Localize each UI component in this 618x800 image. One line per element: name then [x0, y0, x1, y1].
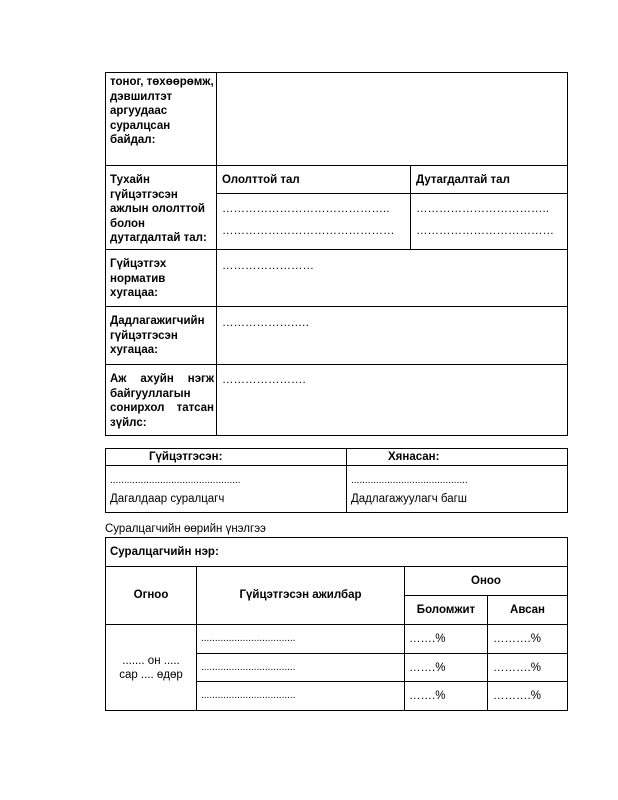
work-input-row-3[interactable]: ..................................	[201, 690, 296, 701]
got-input-row-2[interactable]: ……….%	[493, 662, 541, 674]
performed-by-header: Гүйцэтгэсэн:	[149, 451, 223, 463]
apprentice-role-label: Дагалдаар суралцагч	[110, 493, 225, 505]
student-name-label: Суралцагчийн нэр:	[110, 546, 219, 558]
got-input-row-1[interactable]: ……….%	[493, 633, 541, 645]
performed-time-input[interactable]: ……………….….	[222, 317, 309, 329]
possible-input-row-1[interactable]: …….%	[409, 633, 446, 645]
column-header-got: Авсан	[510, 604, 545, 616]
row-label-normative-time: Гүйцэтгэх норматив хугацаа:	[110, 258, 167, 299]
column-header-possible: Боломжит	[416, 604, 476, 616]
work-input-row-2[interactable]: ..................................	[201, 662, 296, 673]
reviewed-by-signature-line[interactable]: ..........................................	[351, 475, 468, 486]
performed-by-signature-line[interactable]: ...............................................	[110, 475, 241, 486]
strength-input-line-2[interactable]: ………………………………………	[222, 225, 395, 237]
column-header-score: Оноо	[471, 575, 501, 587]
weakness-input-line-1[interactable]: ……………………………..	[416, 203, 549, 215]
interests-input[interactable]: ………………….	[222, 374, 306, 386]
row-label-learning: тоног, төхөөрөмж, дэвшилтэт аргуудаас суралцсан байдал:	[110, 76, 214, 146]
self-assessment-title: Суралцагчийн өөрийн үнэлгээ	[105, 523, 266, 535]
normative-time-input[interactable]: ……………………	[222, 260, 314, 272]
strength-input-line-1[interactable]: ……………………………………..	[222, 203, 390, 215]
row-label-strength-weakness: Тухайн гүйцэтгэсэн ажлын ололттой болон дутагдалтай тал:	[110, 174, 207, 244]
column-header-work: Гүйцэтгэсэн ажилбар	[239, 589, 362, 601]
row-label-interests: Аж ахуйн нэгж байгууллагын сонирхол татсан зүйлс:	[110, 373, 214, 429]
date-input-line-2[interactable]: сар .... өдөр	[119, 669, 183, 681]
possible-input-row-3[interactable]: …….%	[409, 690, 446, 702]
got-input-row-3[interactable]: ……….%	[493, 690, 541, 702]
possible-input-row-2[interactable]: …….%	[409, 662, 446, 674]
reviewed-by-header: Хянасан:	[388, 451, 440, 463]
weakness-input-line-2[interactable]: ………………………………	[416, 225, 554, 237]
row-label-performed-time: Дадлагажигчийн гүйцэтгэсэн хугацаа:	[110, 315, 205, 356]
column-header-strength: Ололттой тал	[222, 174, 300, 186]
column-header-weakness: Дутагдалтай тал	[416, 174, 510, 186]
instructor-role-label: Дадлагажуулагч багш	[351, 493, 468, 505]
date-input-line-1[interactable]: ....... он .....	[122, 655, 180, 667]
work-input-row-1[interactable]: ..................................	[201, 633, 296, 644]
column-header-date: Огноо	[133, 589, 169, 601]
